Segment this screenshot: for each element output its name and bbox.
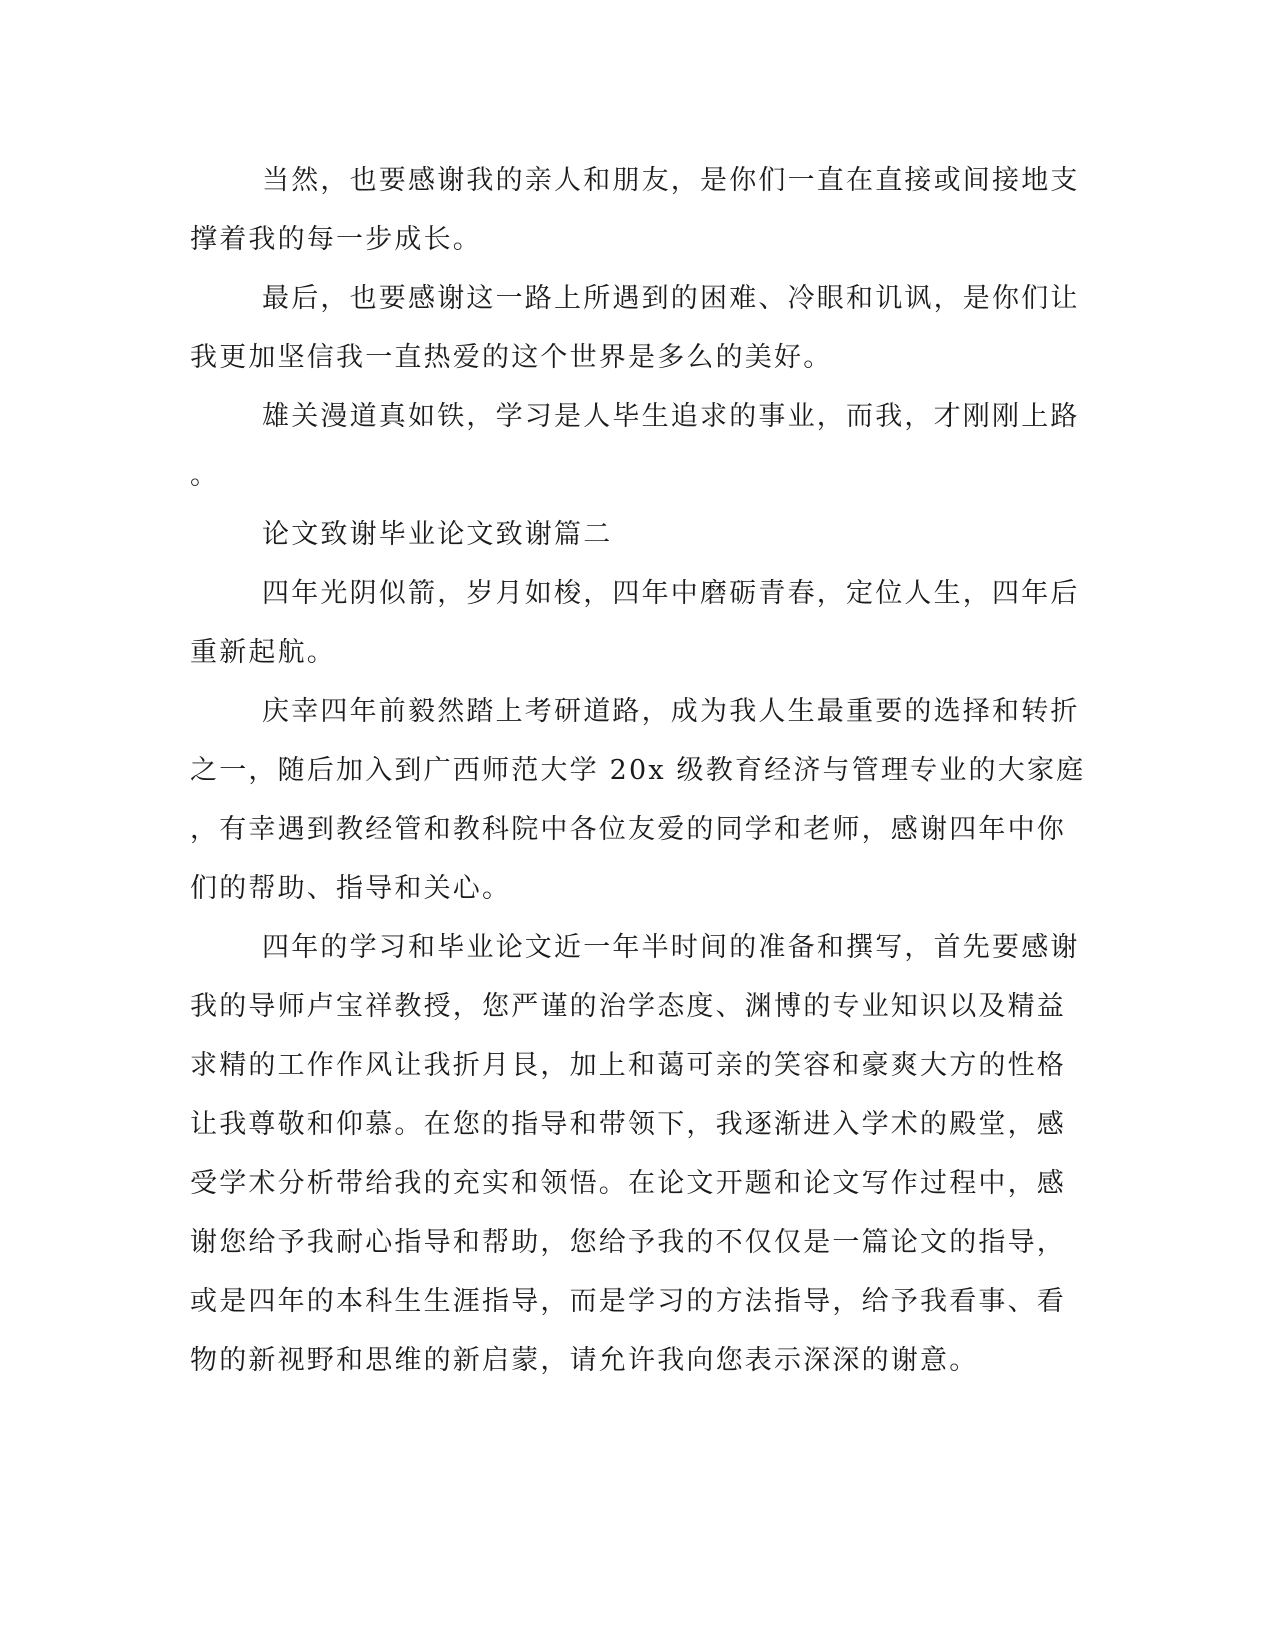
text-line: ，有幸遇到教经管和教科院中各位友爱的同学和老师，感谢四年中你 [190, 814, 1066, 845]
text-line: 当然，也要感谢我的亲人和朋友，是你们一直在直接或间接地支 [262, 165, 1080, 196]
text-line: 雄关漫道真如铁，学习是人毕生追求的事业，而我，才刚刚上路 [262, 401, 1080, 432]
text-line: 。 [190, 460, 220, 491]
text-line: 谢您给予我耐心指导和帮助，您给予我的不仅仅是一篇论文的指导， [190, 1227, 1066, 1258]
text-line: 让我尊敬和仰慕。在您的指导和带领下，我逐渐进入学术的殿堂，感 [190, 1109, 1066, 1140]
text-line: 撑着我的每一步成长。 [190, 224, 482, 255]
text-line: 受学术分析带给我的充实和领悟。在论文开题和论文写作过程中，感 [190, 1168, 1066, 1199]
text-line: 我的导师卢宝祥教授，您严谨的治学态度、渊博的专业知识以及精益 [190, 991, 1066, 1022]
text-line: 重新起航。 [190, 637, 336, 668]
text-line: 们的帮助、指导和关心。 [190, 873, 512, 904]
text-line: 我更加坚信我一直热爱的这个世界是多么的美好。 [190, 342, 833, 373]
text-line: 四年的学习和毕业论文近一年半时间的准备和撰写，首先要感谢 [262, 932, 1080, 963]
text-line: 庆幸四年前毅然踏上考研道路，成为我人生最重要的选择和转折 [262, 696, 1080, 727]
text-line: 四年光阴似箭，岁月如梭，四年中磨砺青春，定位人生，四年后 [262, 578, 1080, 609]
section-heading: 论文致谢毕业论文致谢篇二 [262, 519, 613, 550]
text-line: 求精的工作作风让我折月艮，加上和蔼可亲的笑容和豪爽大方的性格 [190, 1050, 1066, 1081]
text-line: 物的新视野和思维的新启蒙，请允许我向您表示深深的谢意。 [190, 1345, 979, 1376]
text-line: 之一，随后加入到广西师范大学 20x 级教育经济与管理专业的大家庭 [190, 755, 1086, 786]
text-line: 最后，也要感谢这一路上所遇到的困难、冷眼和讥讽，是你们让 [262, 283, 1080, 314]
text-line: 或是四年的本科生生涯指导，而是学习的方法指导，给予我看事、看 [190, 1286, 1066, 1317]
